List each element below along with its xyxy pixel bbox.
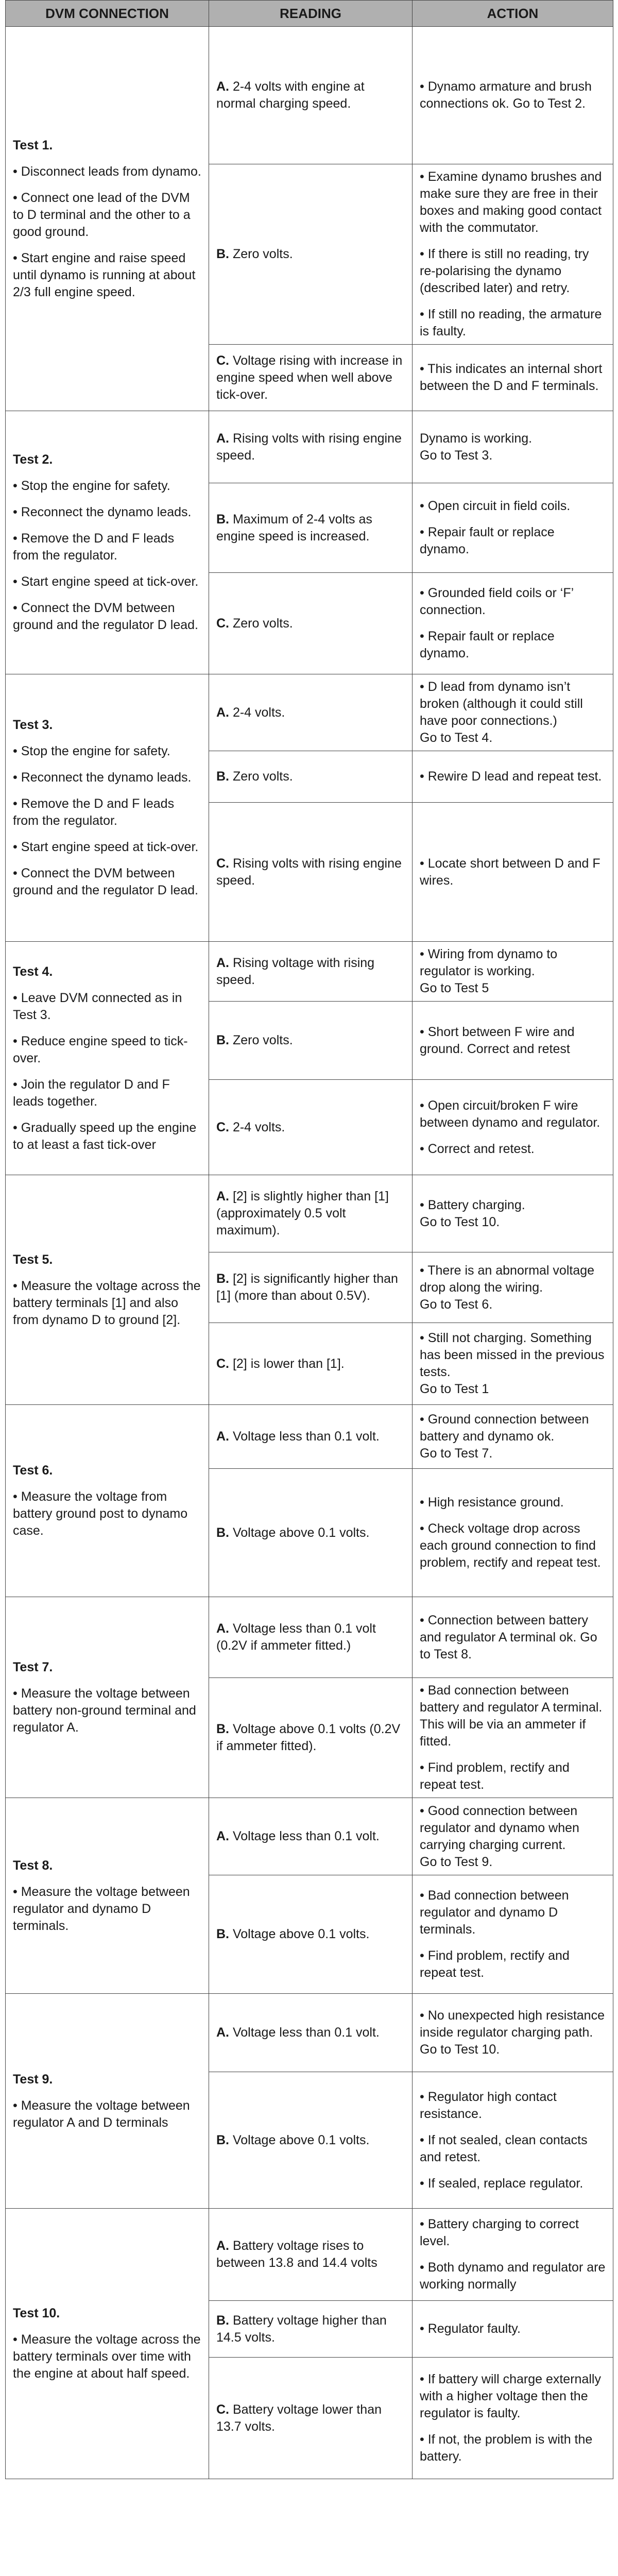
action-item: • Open circuit/broken F wire between dynamo and regulator.	[420, 1098, 600, 1130]
reading-text: Rising volts with rising engine speed.	[216, 856, 402, 888]
reading-text: [2] is significantly higher than [1] (more than about 0.5V).	[216, 1272, 398, 1303]
test-row	[6, 1175, 613, 1252]
action-cell	[413, 1994, 613, 2072]
connection-step: • Measure the voltage between battery non-ground terminal and regulator A.	[13, 1686, 196, 1735]
reading-cell	[209, 411, 413, 483]
reading-text: Voltage less than 0.1 volt.	[232, 2025, 380, 2040]
reading-text: 2-4 volts.	[232, 1120, 285, 1134]
reading-cell	[209, 2072, 413, 2209]
connection-step: • Measure the voltage between regulator and dynamo D terminals.	[13, 1884, 190, 1933]
connection-step: • Start engine speed at tick-over.	[13, 574, 199, 589]
connection-cell	[6, 411, 209, 674]
action-item: • If there is still no reading, try re-polarising the dynamo (described later) and retry.	[420, 247, 589, 295]
action-cell	[413, 1175, 613, 1252]
action-item: • If sealed, replace regulator.	[420, 2176, 583, 2191]
connection-step: • Measure the voltage between regulator A and D terminals	[13, 2098, 190, 2130]
action-item: • If battery will charge externally with a higher voltage then the regulator is faulty.	[420, 2372, 601, 2420]
test-title: Test 9.	[13, 2072, 53, 2087]
action-item: • Check voltage drop across each ground connection to find problem, rectify and repeat test.	[420, 1521, 601, 1570]
action-item: • Regulator faulty.	[420, 2321, 521, 2336]
connection-step: • Reconnect the dynamo leads.	[13, 770, 192, 785]
action-item: • If not, the problem is with the battery.	[420, 2432, 593, 2464]
reading-text: Rising voltage with rising speed.	[216, 955, 375, 987]
reading-cell	[209, 1798, 413, 1875]
action-cell	[413, 1323, 613, 1405]
reading-text: Voltage less than 0.1 volt.	[232, 1429, 380, 1444]
connection-cell	[6, 1798, 209, 1994]
reading-letter: A.	[216, 1189, 229, 1204]
connection-step: • Stop the engine for safety.	[13, 479, 170, 493]
reading-letter: B.	[216, 769, 229, 784]
action-cell	[413, 942, 613, 1002]
test-row	[6, 1798, 613, 1875]
reading-text: Battery voltage lower than 13.7 volts.	[216, 2402, 382, 2434]
action-item: • Find problem, rectify and repeat test.	[420, 1948, 570, 1980]
connection-step: • Join the regulator D and F leads together.	[13, 1077, 170, 1109]
reading-text: Zero volts.	[232, 247, 293, 261]
reading-cell	[209, 942, 413, 1002]
action-cell	[413, 1469, 613, 1597]
reading-letter: A.	[216, 1621, 229, 1636]
action-cell	[413, 164, 613, 345]
action-item: • Still not charging. Something has been missed in the previous tests. Go to Test 1	[420, 1331, 605, 1396]
reading-letter: B.	[216, 1722, 229, 1736]
action-item: • Examine dynamo brushes and make sure they are free in their boxes and making good contact with the commutator.	[420, 170, 602, 235]
action-item: • Both dynamo and regulator are working normally	[420, 2260, 606, 2292]
action-item: • If not sealed, clean contacts and retest.	[420, 2132, 588, 2164]
action-item: • Grounded field coils or ‘F’ connection.	[420, 586, 574, 617]
test-title: Test 4.	[13, 964, 53, 979]
test-title: Test 2.	[13, 452, 53, 467]
reading-cell	[209, 1875, 413, 1994]
test-title: Test 1.	[13, 138, 53, 152]
action-item: • No unexpected high resistance inside regulator charging path. Go to Test 10.	[420, 2008, 605, 2057]
action-item: Dynamo is working. Go to Test 3.	[420, 431, 533, 463]
action-cell	[413, 1678, 613, 1798]
connection-step: • Measure the voltage across the battery terminals over time with the engine at about half speed.	[13, 2332, 201, 2381]
connection-step: • Measure the voltage from battery ground post to dynamo case.	[13, 1489, 188, 1538]
test-title: Test 5.	[13, 1252, 53, 1267]
test-title: Test 3.	[13, 718, 53, 732]
reading-letter: C.	[216, 353, 229, 368]
test-row	[6, 27, 613, 164]
reading-cell	[209, 1994, 413, 2072]
reading-cell	[209, 1597, 413, 1678]
reading-letter: B.	[216, 247, 229, 261]
action-item: • Find problem, rectify and repeat test.	[420, 1760, 570, 1792]
connection-step: • Connect the DVM between ground and the regulator D lead.	[13, 866, 198, 897]
reading-letter: A.	[216, 79, 229, 94]
reading-letter: A.	[216, 2025, 229, 2040]
header-reading: READING	[209, 1, 413, 27]
action-cell	[413, 411, 613, 483]
action-item: • Bad connection between regulator and dynamo D terminals.	[420, 1888, 569, 1937]
test-row	[6, 2209, 613, 2301]
action-item: • D lead from dynamo isn’t broken (although it could still have poor connections.) Go to Test 4.	[420, 680, 583, 745]
action-cell	[413, 1597, 613, 1678]
reading-letter: C.	[216, 1356, 229, 1371]
action-item: • Repair fault or replace dynamo.	[420, 525, 555, 556]
action-cell	[413, 2209, 613, 2301]
action-item: • This indicates an internal short between the D and F terminals.	[420, 362, 603, 393]
reading-letter: A.	[216, 1429, 229, 1444]
header-row	[6, 1, 613, 27]
action-cell	[413, 674, 613, 751]
reading-text: Battery voltage higher than 14.5 volts.	[216, 2313, 387, 2345]
reading-letter: C.	[216, 616, 229, 631]
connection-step: • Start engine speed at tick-over.	[13, 840, 199, 854]
connection-cell	[6, 1175, 209, 1405]
action-cell	[413, 345, 613, 411]
action-cell	[413, 27, 613, 164]
action-cell	[413, 573, 613, 674]
reading-letter: A.	[216, 705, 229, 720]
connection-cell	[6, 27, 209, 411]
action-item: • Regulator high contact resistance.	[420, 2089, 557, 2121]
reading-text: 2-4 volts.	[232, 705, 285, 720]
test-title: Test 10.	[13, 2306, 60, 2320]
action-cell	[413, 1875, 613, 1994]
connection-step: • Remove the D and F leads from the regulator.	[13, 531, 175, 563]
connection-step: • Connect the DVM between ground and the regulator D lead.	[13, 601, 198, 632]
reading-cell	[209, 2301, 413, 2358]
reading-cell	[209, 164, 413, 345]
action-cell	[413, 1405, 613, 1469]
reading-cell	[209, 803, 413, 942]
action-item: • If still no reading, the armature is faulty.	[420, 307, 602, 338]
reading-text: Voltage above 0.1 volts.	[232, 1927, 370, 1941]
reading-text: Voltage above 0.1 volts (0.2V if ammeter fitted).	[216, 1722, 401, 1753]
reading-cell	[209, 27, 413, 164]
action-cell	[413, 751, 613, 803]
reading-text: Zero volts.	[232, 616, 293, 631]
connection-cell	[6, 1994, 209, 2209]
reading-cell	[209, 345, 413, 411]
reading-letter: B.	[216, 1033, 229, 1047]
action-cell	[413, 2072, 613, 2209]
action-cell	[413, 2358, 613, 2479]
reading-text: Voltage less than 0.1 volt (0.2V if ammeter fitted.)	[216, 1621, 376, 1653]
test-row	[6, 1994, 613, 2072]
reading-text: Zero volts.	[232, 1033, 293, 1047]
action-item: • Short between F wire and ground. Correct and retest	[420, 1024, 575, 1056]
reading-letter: B.	[216, 1927, 229, 1941]
test-row	[6, 1405, 613, 1469]
action-item: • Connection between battery and regulator A terminal ok. Go to Test 8.	[420, 1613, 597, 1662]
test-title: Test 6.	[13, 1463, 53, 1478]
reading-cell	[209, 1002, 413, 1080]
reading-text: Voltage rising with increase in engine speed when well above tick-over.	[216, 353, 403, 402]
connection-cell	[6, 942, 209, 1175]
test-row	[6, 674, 613, 751]
header-action: ACTION	[413, 1, 613, 27]
reading-letter: B.	[216, 1272, 229, 1286]
action-item: • Rewire D lead and repeat test.	[420, 769, 602, 784]
reading-letter: C.	[216, 1120, 229, 1134]
action-cell	[413, 803, 613, 942]
connection-step: • Reduce engine speed to tick-over.	[13, 1033, 188, 1065]
action-cell	[413, 483, 613, 573]
connection-cell	[6, 2209, 209, 2479]
connection-step: • Measure the voltage across the battery terminals [1] and also from dynamo D to ground [2].	[13, 1278, 201, 1327]
action-item: • High resistance ground.	[420, 1495, 564, 1510]
connection-step: • Gradually speed up the engine to at least a fast tick-over	[13, 1120, 197, 1152]
action-item: • Ground connection between battery and dynamo ok. Go to Test 7.	[420, 1412, 589, 1461]
connection-step: • Connect one lead of the DVM to D terminal and the other to a good ground.	[13, 190, 191, 239]
action-item: • There is an abnormal voltage drop along the wiring. Go to Test 6.	[420, 1263, 595, 1312]
connection-cell	[6, 1597, 209, 1798]
test-row	[6, 942, 613, 1002]
action-item: • Battery charging to correct level.	[420, 2217, 579, 2248]
connection-step: • Reconnect the dynamo leads.	[13, 505, 192, 519]
reading-cell	[209, 1323, 413, 1405]
action-item: • Locate short between D and F wires.	[420, 856, 600, 888]
test-row	[6, 411, 613, 483]
reading-cell	[209, 1678, 413, 1798]
reading-letter: C.	[216, 2402, 229, 2417]
reading-text: Maximum of 2-4 volts as engine speed is increased.	[216, 512, 372, 544]
action-item: • Bad connection between battery and regulator A terminal. This will be via an ammeter if fitted.	[420, 1683, 603, 1749]
reading-letter: A.	[216, 2239, 229, 2253]
reading-letter: B.	[216, 1525, 229, 1540]
connection-step: • Start engine and raise speed until dynamo is running at about 2/3 full engine speed.	[13, 250, 196, 299]
action-cell	[413, 1002, 613, 1080]
reading-text: Zero volts.	[232, 769, 293, 784]
reading-letter: C.	[216, 856, 229, 871]
reading-cell	[209, 1252, 413, 1323]
reading-text: [2] is slightly higher than [1] (approximately 0.5 volt maximum).	[216, 1189, 389, 1238]
diagnostic-table	[5, 0, 613, 2479]
connection-cell	[6, 674, 209, 942]
reading-text: Voltage above 0.1 volts.	[232, 2132, 370, 2147]
connection-step: • Stop the engine for safety.	[13, 744, 170, 758]
reading-cell	[209, 1469, 413, 1597]
action-item: • Dynamo armature and brush connections ok. Go to Test 2.	[420, 79, 592, 111]
action-cell	[413, 1798, 613, 1875]
action-item: • Correct and retest.	[420, 1141, 535, 1156]
reading-text: Voltage above 0.1 volts.	[232, 1525, 370, 1540]
reading-letter: B.	[216, 512, 229, 527]
reading-cell	[209, 483, 413, 573]
reading-cell	[209, 2209, 413, 2301]
action-item: • Wiring from dynamo to regulator is working. Go to Test 5	[420, 947, 558, 995]
connection-step: • Remove the D and F leads from the regulator.	[13, 796, 175, 828]
header-connection: DVM CONNECTION	[6, 1, 209, 27]
reading-cell	[209, 1405, 413, 1469]
reading-cell	[209, 751, 413, 803]
reading-letter: B.	[216, 2313, 229, 2328]
action-item: • Repair fault or replace dynamo.	[420, 629, 555, 660]
reading-text: Voltage less than 0.1 volt.	[232, 1829, 380, 1843]
reading-text: [2] is lower than [1].	[232, 1356, 345, 1371]
reading-letter: B.	[216, 2132, 229, 2147]
test-title: Test 8.	[13, 1858, 53, 1873]
reading-letter: A.	[216, 431, 229, 446]
connection-step: • Disconnect leads from dynamo.	[13, 164, 201, 179]
connection-step: • Leave DVM connected as in Test 3.	[13, 990, 182, 1022]
reading-text: Battery voltage rises to between 13.8 and 14.4 volts	[216, 2239, 377, 2270]
reading-letter: A.	[216, 1829, 229, 1843]
reading-letter: A.	[216, 955, 229, 970]
reading-cell	[209, 573, 413, 674]
reading-cell	[209, 1175, 413, 1252]
reading-text: Rising volts with rising engine speed.	[216, 431, 402, 463]
test-title: Test 7.	[13, 1659, 53, 1674]
action-item: • Battery charging. Go to Test 10.	[420, 1197, 525, 1229]
reading-cell	[209, 2358, 413, 2479]
connection-cell	[6, 1405, 209, 1597]
action-item: • Open circuit in field coils.	[420, 499, 571, 513]
action-cell	[413, 1080, 613, 1175]
action-cell	[413, 2301, 613, 2358]
action-item: • Good connection between regulator and dynamo when carrying charging current. Go to Test 9.	[420, 1803, 579, 1869]
reading-text: 2-4 volts with engine at normal charging speed.	[216, 79, 365, 111]
action-cell	[413, 1252, 613, 1323]
test-row	[6, 1597, 613, 1678]
reading-cell	[209, 1080, 413, 1175]
reading-cell	[209, 674, 413, 751]
